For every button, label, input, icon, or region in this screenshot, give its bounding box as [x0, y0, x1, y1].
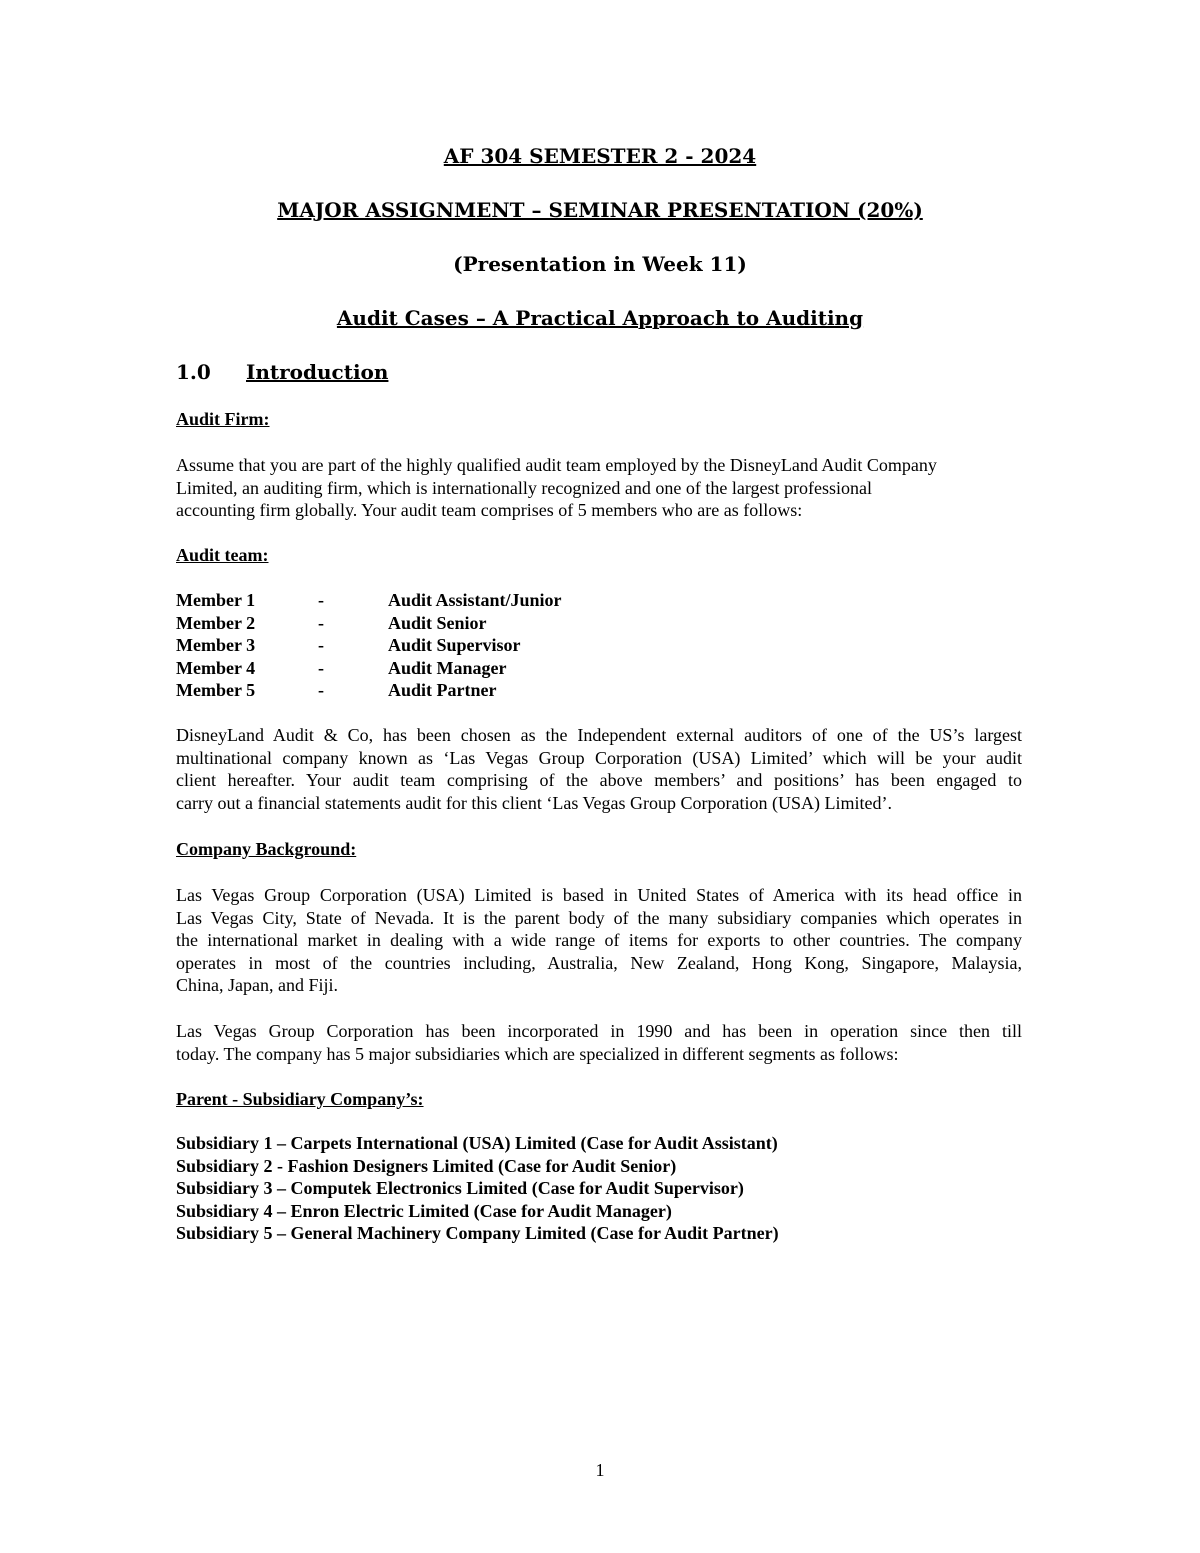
paragraph-line: DisneyLand Audit & Co, has been chosen as the Independent external auditors of one of the US’s largest — [176, 725, 1022, 745]
paragraph-line: multinational company known as ‘Las Vegas Group Corporation (USA) Limited’ which will be your audit — [176, 747, 1022, 768]
member-dash: - — [318, 612, 324, 633]
paragraph-line: China, Japan, and Fiji. — [176, 975, 338, 995]
intro-number: 1.0 — [176, 360, 211, 384]
company-background-paragraph-1 — [176, 884, 1022, 997]
presentation-week: (Presentation in Week 11) — [453, 252, 747, 276]
subsidiary-item: Subsidiary 3 – Computek Electronics Limited (Case for Audit Supervisor) — [176, 1178, 744, 1198]
member-label: Member 2 — [176, 612, 256, 633]
member-label: Member 5 — [176, 680, 256, 700]
assignment-subtitle: MAJOR ASSIGNMENT – SEMINAR PRESENTATION (20%) — [277, 198, 923, 222]
paragraph-line: today. The company has 5 major subsidiaries which are specialized in different segments as follows: — [176, 1043, 899, 1064]
paragraph-line: accounting firm globally. Your audit team comprises of 5 members who are as follows: — [176, 500, 803, 520]
audit-firm-heading: Audit Firm: — [176, 409, 270, 429]
audit-firm-paragraph — [176, 454, 1022, 522]
paragraph-line: client hereafter. Your audit team comprising of the above members’ and positions’ has been engaged to — [176, 770, 1022, 790]
member-role: Audit Assistant/Junior — [388, 590, 562, 610]
member-dash: - — [318, 680, 324, 700]
member-role: Audit Supervisor — [388, 635, 521, 655]
member-label: Member 3 — [176, 635, 256, 655]
engagement-paragraph — [176, 724, 1022, 814]
member-dash: - — [318, 657, 324, 678]
document-title: AF 304 SEMESTER 2 - 2024 — [443, 144, 757, 168]
subsidiary-item: Subsidiary 5 – General Machinery Company Limited (Case for Audit Partner) — [176, 1223, 779, 1243]
paragraph-line: operates in most of the countries including, Australia, New Zealand, Hong Kong, Singapore, Malaysia, — [176, 952, 1022, 973]
member-dash: - — [318, 635, 324, 655]
member-role: Audit Senior — [388, 612, 487, 633]
cases-title: Audit Cases – A Practical Approach to Auditing — [336, 306, 864, 330]
paragraph-line: Las Vegas Group Corporation has been incorporated in 1990 and has been in operation since then till — [176, 1021, 1022, 1041]
member-label: Member 4 — [176, 657, 256, 678]
paragraph-line: carry out a financial statements audit for this client ‘Las Vegas Group Corporation (USA) Limited’. — [176, 792, 892, 813]
intro-label: Introduction — [246, 360, 389, 384]
member-role: Audit Partner — [388, 680, 497, 700]
subsidiary-item: Subsidiary 2 - Fashion Designers Limited (Case for Audit Senior) — [176, 1155, 677, 1176]
intro-heading — [176, 360, 388, 384]
member-label: Member 1 — [176, 590, 256, 610]
company-background-paragraph-2 — [176, 1020, 1022, 1065]
subsidiaries-list — [176, 1132, 779, 1245]
page-number: 1 — [595, 1460, 605, 1480]
company-background-heading: Company Background: — [176, 839, 357, 859]
paragraph-line: Limited, an auditing firm, which is internationally recognized and one of the largest professional — [176, 477, 872, 498]
subsidiary-item: Subsidiary 4 – Enron Electric Limited (Case for Audit Manager) — [176, 1200, 672, 1221]
subsidiaries-heading: Parent - Subsidiary Company’s: — [176, 1089, 424, 1109]
paragraph-line: Assume that you are part of the highly qualified audit team employed by the DisneyLand Audit Company — [176, 455, 937, 475]
subsidiary-item: Subsidiary 1 – Carpets International (USA) Limited (Case for Audit Assistant) — [176, 1133, 778, 1153]
member-role: Audit Manager — [388, 657, 507, 678]
paragraph-line: Las Vegas City, State of Nevada. It is the parent body of the many subsidiary companies which operates in — [176, 907, 1022, 928]
paragraph-line: the international market in dealing with a wide range of items for exports to other countries. The company — [176, 930, 1022, 950]
paragraph-line: Las Vegas Group Corporation (USA) Limited is based in United States of America with its head office in — [176, 885, 1022, 905]
member-dash: - — [318, 590, 324, 610]
audit-team-heading: Audit team: — [176, 545, 269, 565]
